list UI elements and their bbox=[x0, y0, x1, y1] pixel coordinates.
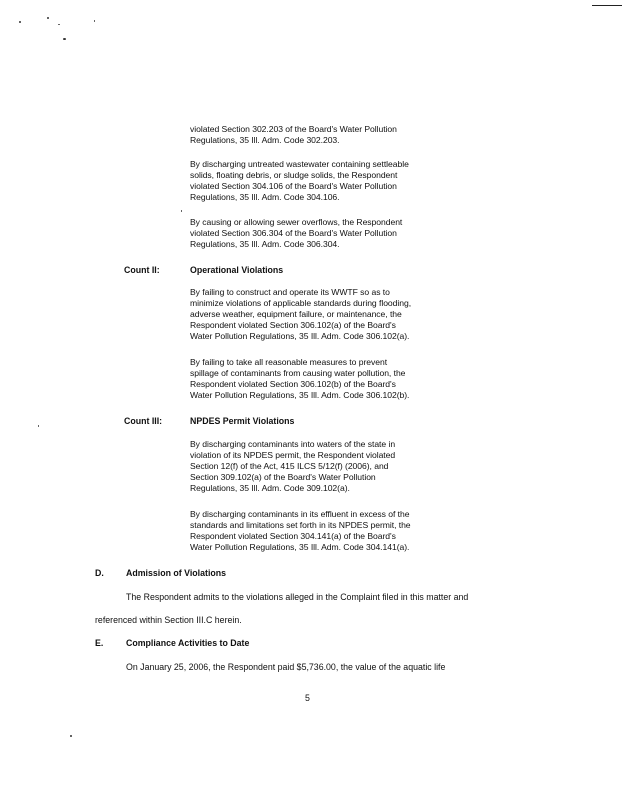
section-e-letter: E. bbox=[95, 638, 104, 648]
section-d-body-line: The Respondent admits to the violations alleged in the Complaint filed in this matter and bbox=[126, 592, 469, 602]
count-ii-label: Count II: bbox=[124, 265, 160, 275]
scan-speck bbox=[19, 21, 21, 23]
paragraph-violation-304-141a bbox=[190, 509, 480, 553]
text-line: violated Section 304.106 of the Board's Water Pollution bbox=[190, 181, 397, 191]
page-number: 5 bbox=[305, 693, 310, 703]
text-line: minimize violations of applicable standards during flooding, bbox=[190, 298, 412, 308]
text-line: Water Pollution Regulations, 35 Ill. Adm. Code 306.102(b). bbox=[190, 390, 410, 400]
paragraph-violation-309-102a bbox=[190, 439, 480, 494]
text-line: Regulations, 35 Ill. Adm. Code 302.203. bbox=[190, 135, 340, 145]
text-line: By failing to construct and operate its WWTF so as to bbox=[190, 287, 390, 297]
count-iii-heading: NPDES Permit Violations bbox=[190, 416, 295, 426]
text-line: Water Pollution Regulations, 35 Ill. Adm. Code 306.102(a). bbox=[190, 331, 410, 341]
text-line: By discharging contaminants in its effluent in excess of the bbox=[190, 509, 410, 519]
text-line: By discharging untreated wastewater containing settleable bbox=[190, 159, 409, 169]
text-line: solids, floating debris, or sludge solids, the Respondent bbox=[190, 170, 398, 180]
scan-speck bbox=[58, 24, 60, 25]
text-line: Respondent violated Section 306.102(b) of the Board's bbox=[190, 379, 396, 389]
text-line: By discharging contaminants into waters of the state in bbox=[190, 439, 396, 449]
section-d-title: Admission of Violations bbox=[126, 568, 227, 578]
scan-mark-rule bbox=[592, 5, 622, 6]
text-line: spillage of contaminants from causing water pollution, the bbox=[190, 368, 406, 378]
text-line: Respondent violated Section 306.102(a) of the Board's bbox=[190, 320, 396, 330]
count-ii-heading: Operational Violations bbox=[190, 265, 284, 275]
count-iii-label: Count III: bbox=[124, 416, 163, 426]
text-line: By causing or allowing sewer overflows, the Respondent bbox=[190, 217, 403, 227]
paragraph-violation-306-102b bbox=[190, 357, 480, 401]
scan-speck bbox=[94, 20, 95, 22]
text-line: Regulations, 35 Ill. Adm. Code 304.106. bbox=[190, 192, 340, 202]
text-line: violated Section 306.304 of the Board's Water Pollution bbox=[190, 228, 397, 238]
text-line: adverse weather, equipment failure, or maintenance, the bbox=[190, 309, 402, 319]
section-e-title: Compliance Activities to Date bbox=[126, 638, 250, 648]
section-d-letter: D. bbox=[95, 568, 104, 578]
text-line: violation of its NPDES permit, the Respondent violated bbox=[190, 450, 396, 460]
scan-speck bbox=[181, 210, 182, 212]
text-line: Regulations, 35 Ill. Adm. Code 309.102(a). bbox=[190, 483, 350, 493]
paragraph-violation-304-106 bbox=[190, 159, 480, 203]
paragraph-violation-306-304 bbox=[190, 217, 480, 250]
text-line: Regulations, 35 Ill. Adm. Code 306.304. bbox=[190, 239, 340, 249]
text-line: standards and limitations set forth in its NPDES permit, the bbox=[190, 520, 411, 530]
scan-speck bbox=[70, 735, 72, 737]
text-line: Respondent violated Section 304.141(a) of the Board's bbox=[190, 531, 396, 541]
paragraph-violation-302-203 bbox=[190, 124, 480, 146]
text-line: violated Section 302.203 of the Board's Water Pollution bbox=[190, 124, 397, 134]
scan-speck bbox=[38, 425, 39, 427]
text-line: Water Pollution Regulations, 35 Ill. Adm. Code 304.141(a). bbox=[190, 542, 410, 552]
text-line: Section 309.102(a) of the Board's Water Pollution bbox=[190, 472, 376, 482]
scan-speck bbox=[63, 38, 66, 40]
text-line: By failing to take all reasonable measures to prevent bbox=[190, 357, 388, 367]
text-line: Section 12(f) of the Act, 415 ILCS 5/12(f) (2006), and bbox=[190, 461, 389, 471]
scan-speck bbox=[47, 17, 49, 19]
section-e-body-line: On January 25, 2006, the Respondent paid $5,736.00, the value of the aquatic life bbox=[126, 662, 446, 672]
section-d-body-line: referenced within Section III.C herein. bbox=[95, 615, 242, 625]
paragraph-violation-306-102a bbox=[190, 287, 480, 342]
